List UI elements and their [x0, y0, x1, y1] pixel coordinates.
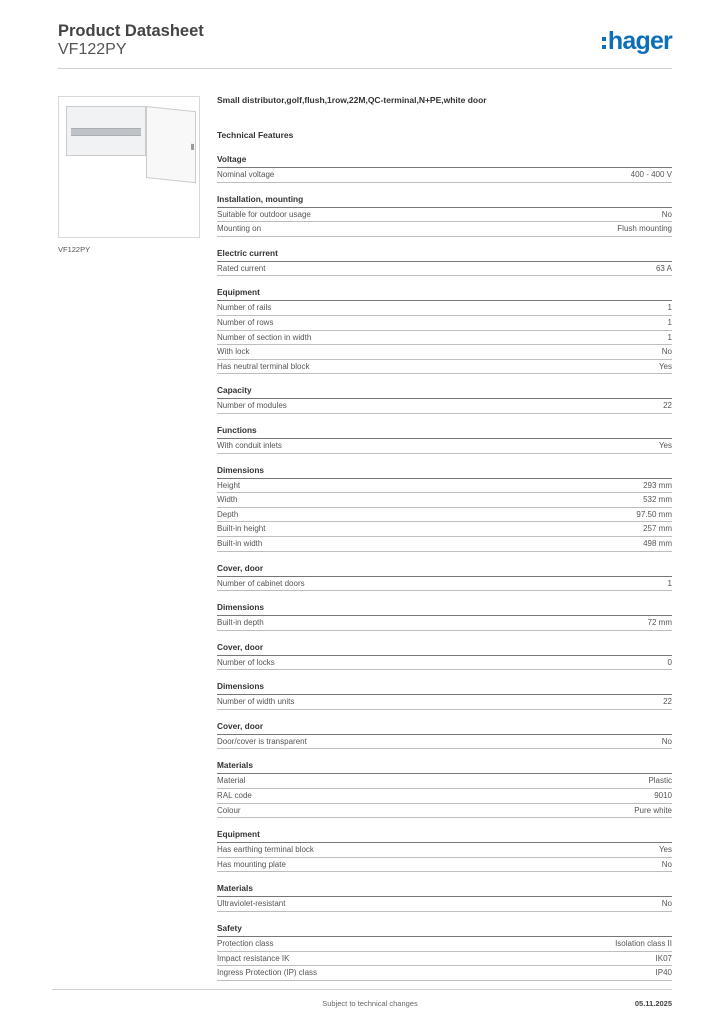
feature-row [217, 479, 672, 494]
feature-label: Height [217, 480, 241, 490]
feature-label: Has mounting plate [217, 859, 286, 869]
section-title: Equipment [217, 287, 672, 301]
feature-section [217, 642, 672, 671]
feature-section [217, 465, 672, 552]
feature-label: Number of locks [217, 657, 275, 667]
feature-row [217, 789, 672, 804]
feature-row [217, 301, 672, 316]
feature-label: Mounting on [217, 224, 262, 234]
feature-value: No [661, 347, 672, 357]
feature-section [217, 154, 672, 183]
feature-section [217, 425, 672, 454]
section-title: Capacity [217, 385, 672, 399]
feature-row [217, 937, 672, 952]
feature-value: 532 mm [643, 495, 672, 505]
feature-row [217, 262, 672, 277]
feature-section [217, 681, 672, 710]
feature-value: No [661, 859, 672, 869]
section-title: Electric current [217, 248, 672, 262]
feature-value: Plastic [648, 776, 672, 786]
feature-value: Yes [658, 440, 672, 450]
feature-value: Yes [658, 361, 672, 371]
feature-label: Width [217, 495, 238, 505]
feature-row [217, 168, 672, 183]
feature-label: Nominal voltage [217, 170, 275, 179]
header-divider [58, 68, 672, 69]
logo-text: hager [607, 27, 672, 55]
product-code: VF122PY [58, 41, 127, 58]
feature-value: 1 [667, 317, 672, 327]
feature-row [217, 208, 672, 223]
technical-features-title: Technical Features [217, 130, 294, 140]
feature-value: 0 [667, 657, 672, 667]
section-title: Safety [217, 923, 672, 937]
feature-label: Suitable for outdoor usage [217, 209, 311, 219]
feature-value: Yes [658, 845, 672, 855]
footer-divider [52, 989, 672, 990]
feature-label: Rated current [217, 263, 266, 273]
datasheet-content [217, 94, 672, 992]
image-caption: VF122PY [58, 245, 91, 254]
feature-value: 1 [667, 303, 672, 313]
door-handle [191, 144, 194, 150]
product-description: Small distributor,golf,flush,1row,22M,QC-terminal,N+PE,white door [217, 95, 487, 105]
feature-row [217, 695, 672, 710]
feature-label: Number of modules [217, 401, 287, 411]
feature-label: Number of rows [217, 317, 274, 327]
feature-value: 22 [663, 401, 672, 411]
feature-row [217, 656, 672, 671]
feature-value: Isolation class II [615, 939, 672, 949]
feature-label: Built-in height [217, 524, 266, 534]
section-title: Dimensions [217, 681, 672, 695]
feature-row [217, 331, 672, 346]
feature-value: 400 - 400 V [630, 170, 672, 179]
feature-label: Number of rails [217, 303, 272, 313]
feature-label: Has neutral terminal block [217, 361, 310, 371]
product-image [58, 96, 200, 238]
feature-label: Door/cover is transparent [217, 736, 307, 746]
feature-section [217, 602, 672, 631]
feature-label: Depth [217, 509, 239, 519]
logo-dots-icon [602, 37, 606, 49]
section-title: Cover, door [217, 721, 672, 735]
page-header [58, 22, 672, 68]
feature-label: Number of width units [217, 697, 295, 707]
feature-label: With conduit inlets [217, 440, 282, 450]
feature-section [217, 721, 672, 750]
feature-row [217, 858, 672, 873]
feature-row [217, 843, 672, 858]
page-title: Product Datasheet [58, 22, 204, 40]
feature-label: RAL code [217, 791, 252, 801]
feature-sections [217, 154, 672, 981]
section-title: Dimensions [217, 465, 672, 479]
feature-label: With lock [217, 347, 250, 357]
feature-value: 257 mm [643, 524, 672, 534]
feature-row [217, 897, 672, 912]
cabinet-body [66, 106, 146, 156]
section-title: Voltage [217, 154, 672, 168]
feature-label: Has earthing terminal block [217, 845, 314, 855]
feature-value: No [661, 899, 672, 909]
feature-label: Number of cabinet doors [217, 578, 305, 588]
feature-section [217, 883, 672, 912]
section-title: Functions [217, 425, 672, 439]
feature-row [217, 439, 672, 454]
feature-value: IP40 [655, 968, 672, 978]
feature-row [217, 735, 672, 750]
feature-value: 97.50 mm [636, 509, 672, 519]
feature-value: 72 mm [647, 618, 672, 628]
feature-row [217, 360, 672, 375]
feature-section [217, 829, 672, 872]
feature-label: Built-in width [217, 538, 263, 548]
feature-value: 1 [667, 332, 672, 342]
section-title: Installation, mounting [217, 194, 672, 208]
feature-value: 498 mm [643, 538, 672, 548]
feature-section [217, 287, 672, 374]
feature-value: 9010 [654, 791, 672, 801]
feature-label: Protection class [217, 939, 274, 949]
feature-row [217, 774, 672, 789]
feature-row [217, 345, 672, 360]
feature-row [217, 316, 672, 331]
din-rail [71, 128, 141, 136]
footer-note: Subject to technical changes [322, 999, 418, 1008]
feature-row [217, 493, 672, 508]
feature-row [217, 616, 672, 631]
section-title: Dimensions [217, 602, 672, 616]
feature-section [217, 923, 672, 981]
feature-label: Ultraviolet-resistant [217, 899, 286, 909]
feature-section [217, 194, 672, 237]
feature-row [217, 508, 672, 523]
feature-label: Ingress Protection (IP) class [217, 968, 318, 978]
feature-section [217, 760, 672, 818]
feature-value: 293 mm [643, 480, 672, 490]
footer-date: 05.11.2025 [634, 999, 672, 1008]
feature-row [217, 952, 672, 967]
feature-label: Colour [217, 805, 241, 815]
feature-section [217, 563, 672, 592]
feature-row [217, 222, 672, 237]
feature-row [217, 399, 672, 414]
feature-row [217, 577, 672, 592]
feature-value: Pure white [634, 805, 672, 815]
feature-row [217, 804, 672, 819]
feature-value: No [661, 736, 672, 746]
feature-section [217, 385, 672, 414]
section-title: Cover, door [217, 642, 672, 656]
section-title: Materials [217, 883, 672, 897]
feature-row [217, 537, 672, 552]
cabinet-door [146, 106, 196, 183]
feature-label: Built-in depth [217, 618, 264, 628]
section-title: Cover, door [217, 563, 672, 577]
feature-value: No [661, 209, 672, 219]
feature-value: Flush mounting [617, 224, 672, 234]
feature-value: 1 [667, 578, 672, 588]
feature-row [217, 966, 672, 981]
feature-label: Material [217, 776, 246, 786]
section-title: Equipment [217, 829, 672, 843]
section-title: Materials [217, 760, 672, 774]
feature-label: Impact resistance IK [217, 953, 290, 963]
hager-logo [602, 28, 672, 54]
feature-value: 63 A [655, 263, 672, 273]
feature-value: IK07 [655, 953, 672, 963]
feature-value: 22 [663, 697, 672, 707]
feature-row [217, 522, 672, 537]
feature-section [217, 248, 672, 277]
feature-label: Number of section in width [217, 332, 312, 342]
